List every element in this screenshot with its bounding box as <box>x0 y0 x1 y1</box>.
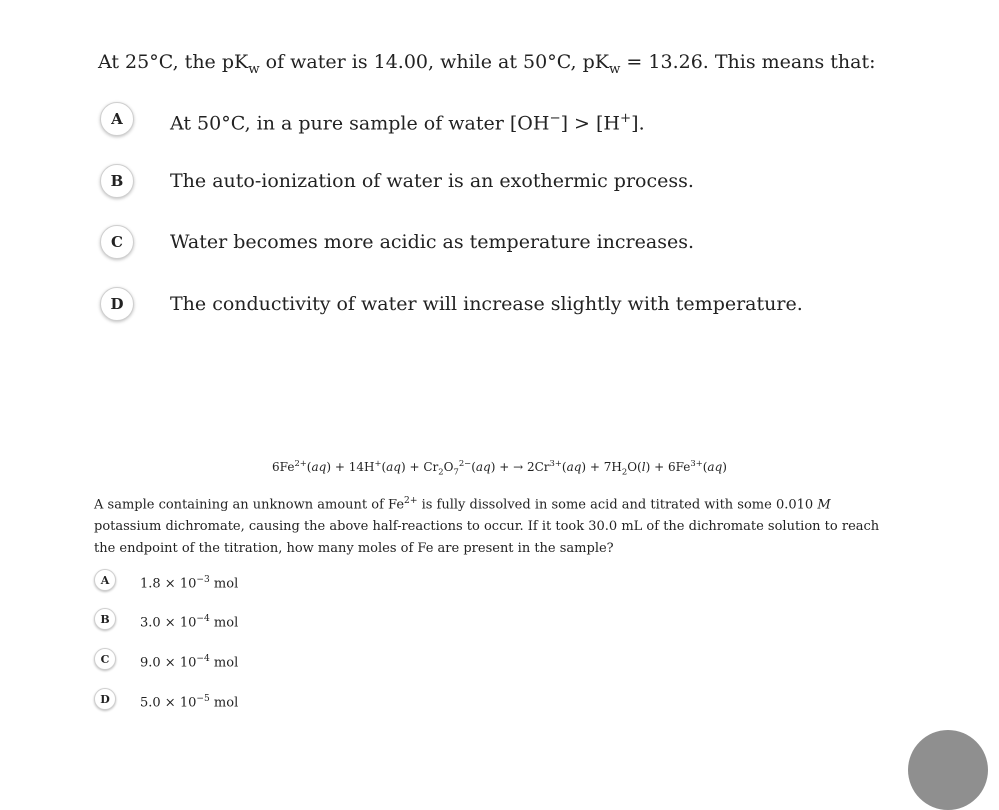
option-text: $3.0 \times 10^{-4}$ mol <box>140 614 239 631</box>
option-text: $5.0 \times 10^{-5}$ mol <box>140 694 239 711</box>
question2-stem: A sample containing an unknown amount of $Fe^{2+}$ is fully dissolved in some acid and titrated with some 0.010 M potassium dichromate, causing the above half-reactions to occur. If it took 30.0 mL of the dichromate solution to reach the endpoint of the titration, how many moles of Fe are present in the sample? <box>94 496 880 557</box>
option-letter-c[interactable]: C <box>94 648 116 670</box>
option-letter-c[interactable]: C <box>100 225 134 259</box>
chemical-equation: $6Fe^{2+}(aq) + 14H^+(aq) + Cr_2O_7^{2-}(aq)$ + → $2Cr^{3+}(aq) + 7H_2O(l) + 6Fe^{3+}(aq)$ <box>272 458 727 477</box>
option-letter-b[interactable]: B <box>94 608 116 630</box>
option-letter-d[interactable]: D <box>100 287 134 321</box>
option-text: The conductivity of water will increase slightly with temperature. <box>170 293 803 315</box>
option-text: At 50°C, in a pure sample of water [OH−] > [H+]. <box>170 111 645 135</box>
option-text: $1.8 \times 10^{-3}$ mol <box>140 575 239 592</box>
floating-action-button[interactable] <box>908 730 988 810</box>
option-text: Water becomes more acidic as temperature increases. <box>170 231 694 253</box>
option-letter-d[interactable]: D <box>94 688 116 710</box>
option-text: The auto-ionization of water is an exothermic process. <box>170 170 694 192</box>
option-text: $9.0 \times 10^{-4}$ mol <box>140 654 239 671</box>
option-letter-b[interactable]: B <box>100 164 134 198</box>
question1-stem: At 25°C, the $pK_w$ of water is 14.00, while at 50°C, $pK_w = 13.26$. This means that: <box>98 51 876 77</box>
option-letter-a[interactable]: A <box>100 102 134 136</box>
option-letter-a[interactable]: A <box>94 569 116 591</box>
